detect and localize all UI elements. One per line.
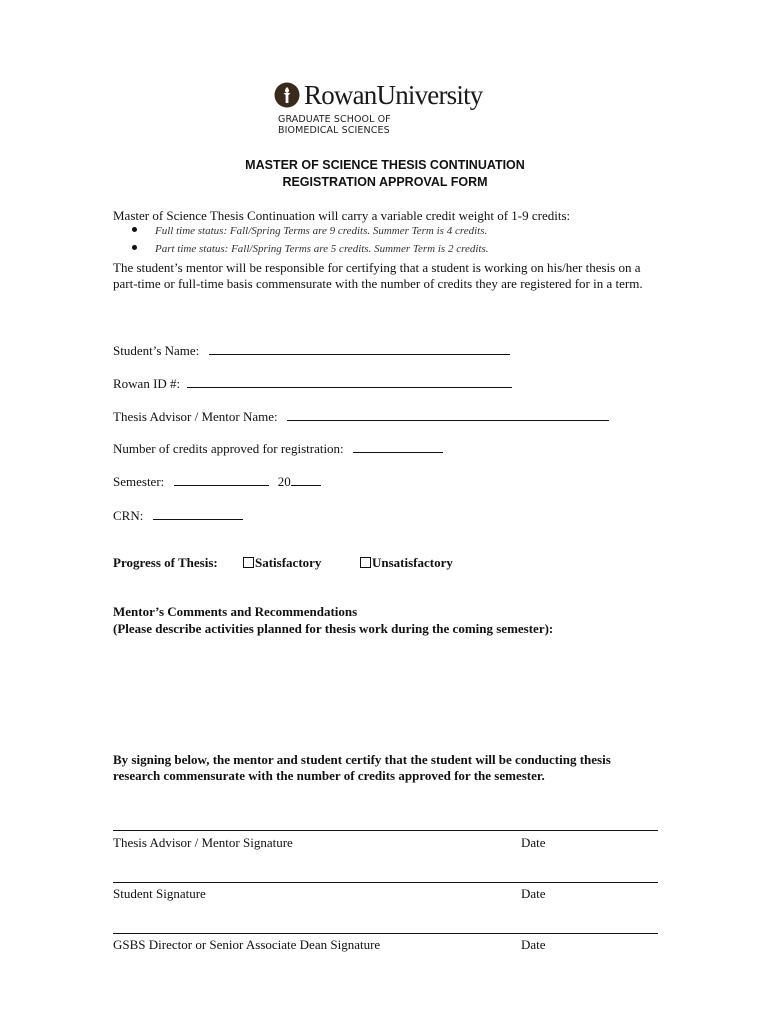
crn-input[interactable] — [153, 507, 243, 520]
director-date-label: Date — [521, 937, 546, 952]
director-signature-line[interactable] — [113, 933, 658, 934]
student-name-input[interactable] — [209, 342, 510, 355]
advisor-signature-label: Thesis Advisor / Mentor Signature — [113, 835, 293, 850]
advisor-signature-line[interactable] — [113, 830, 658, 831]
bullet-full-time-text: Full time status: Fall/Spring Terms are 9 credits. Summer Term is 4 credits. — [155, 225, 488, 237]
rowan-id-label: Rowan ID #: — [113, 376, 181, 391]
torch-icon — [274, 82, 300, 108]
director-signature-label: GSBS Director or Senior Associate Dean Signature — [113, 937, 381, 952]
semester-field — [113, 473, 321, 490]
crn-label: CRN: — [113, 508, 144, 523]
logo-subtitle — [278, 114, 391, 136]
satisfactory-label: Satisfactory — [255, 555, 322, 570]
rowan-id-field — [113, 375, 512, 392]
satisfactory-option[interactable] — [243, 555, 321, 571]
logo-subtitle-line2: BIOMEDICAL SCIENCES — [278, 125, 390, 136]
student-signature-line[interactable] — [113, 882, 658, 883]
advisor-date-label: Date — [521, 835, 546, 850]
bullet-full-time — [132, 225, 487, 237]
student-name-field — [113, 342, 510, 359]
form-title-line1: MASTER OF SCIENCE THESIS CONTINUATION — [245, 158, 525, 172]
bullet-part-time-text: Part time status: Fall/Spring Terms are 5 credits. Summer Term is 2 credits. — [155, 243, 489, 255]
mentor-paragraph: The student’s mentor will be responsible for certifying that a student is working on his/her thesis on a part-time or full-time basis commensurate with the number of credits they are registered for in a term. — [113, 260, 643, 291]
advisor-name-label: Thesis Advisor / Mentor Name: — [113, 409, 278, 424]
unsatisfactory-label: Unsatisfactory — [372, 555, 453, 570]
semester-label: Semester: — [113, 474, 165, 489]
student-date-label: Date — [521, 886, 546, 901]
satisfactory-checkbox[interactable] — [243, 557, 254, 568]
bullet-dot — [132, 227, 137, 232]
comments-subheading: (Please describe activities planned for thesis work during the coming semester): — [113, 621, 554, 636]
logo-subtitle-line1: GRADUATE SCHOOL OF — [278, 114, 391, 125]
semester-year-input[interactable] — [291, 473, 321, 486]
semester-term-input[interactable] — [174, 473, 269, 486]
semester-year-prefix: 20 — [277, 474, 291, 489]
credits-approved-label: Number of credits approved for registration: — [113, 441, 344, 456]
form-title-line2: REGISTRATION APPROVAL FORM — [282, 175, 488, 189]
advisor-name-field — [113, 408, 609, 425]
intro-text: Master of Science Thesis Continuation will carry a variable credit weight of 1-9 credits: — [113, 208, 571, 223]
logo-wordmark: RowanUniversity — [304, 80, 483, 110]
rowan-id-input[interactable] — [187, 375, 512, 388]
progress-of-thesis-label: Progress of Thesis: — [113, 555, 218, 570]
bullet-dot — [132, 245, 137, 250]
crn-field — [113, 507, 243, 524]
comments-area[interactable] — [113, 642, 658, 742]
certification-text: By signing below, the mentor and student certify that the student will be conducting thesis research commensurate with the number of credits approved for the semester. — [113, 752, 611, 783]
student-signature-label: Student Signature — [113, 886, 206, 901]
advisor-name-input[interactable] — [287, 408, 609, 421]
unsatisfactory-checkbox[interactable] — [360, 557, 371, 568]
bullet-part-time — [132, 243, 488, 255]
credits-approved-input[interactable] — [353, 440, 443, 453]
rowan-logo — [274, 80, 494, 140]
student-name-label: Student’s Name: — [113, 343, 200, 358]
comments-heading: Mentor’s Comments and Recommendations — [113, 604, 358, 619]
unsatisfactory-option[interactable] — [360, 555, 453, 571]
credits-approved-field — [113, 440, 443, 457]
